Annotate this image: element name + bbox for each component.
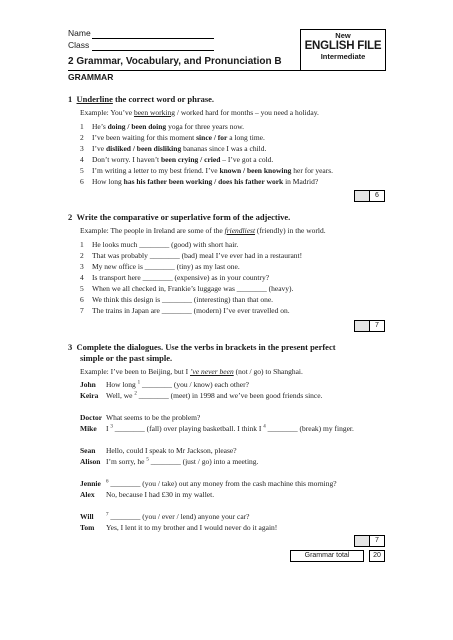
grammar-total-label: Grammar total <box>290 550 364 562</box>
speaker-name: Mike <box>80 424 97 433</box>
q2-example-pre: Example: The people in Ireland are some of the <box>80 226 225 235</box>
q3-heading-line2: simple or the past simple. <box>80 353 173 363</box>
line-pre: Yes, I lent it to my brother and I would never do it again! <box>106 523 278 532</box>
q3-heading-text1: Complete the dialogues. Use the verbs in brackets in the present perfect <box>76 342 336 352</box>
line-post: ________ (you / know) each other? <box>140 380 249 389</box>
q2-example <box>80 226 326 235</box>
item-text-pre: I’ve <box>92 144 106 153</box>
speaker-name: Alison <box>80 457 101 466</box>
line-post-2: ________ (break) my finger. <box>265 424 354 433</box>
q2-heading-text: Write the comparative or superlative form of the adjective. <box>76 212 291 222</box>
item-text-pre: He’s <box>92 122 108 131</box>
q2-item[interactable] <box>80 295 273 304</box>
gap-number: 2 <box>134 391 137 397</box>
dialogue-line[interactable] <box>80 512 250 521</box>
section-title: GRAMMAR <box>68 72 114 82</box>
line-pre: What seems to be the problem? <box>106 413 201 422</box>
dialogue-line[interactable] <box>80 413 200 422</box>
item-number: 6 <box>80 177 84 186</box>
item-text: Is transport here ________ (expensive) as in your country? <box>92 273 270 282</box>
line-post: ________ (you / ever / lend) anyone your car? <box>108 512 250 521</box>
item-number: 7 <box>80 306 84 315</box>
q1-example <box>80 108 319 117</box>
dialogue-line[interactable] <box>80 479 337 488</box>
q1-heading-underline: Underline <box>76 94 113 104</box>
line-pre: Well, we <box>106 391 135 400</box>
line-pre: I <box>106 424 111 433</box>
speaker-name: Sean <box>80 446 96 455</box>
q2-score-shade <box>354 320 370 332</box>
dialogue-line[interactable] <box>80 490 214 499</box>
q3-score-box: 7 <box>369 535 385 547</box>
speaker-name: Doctor <box>80 413 103 422</box>
item-text: When we all checked in, Frankie’s luggage was ________ (heavy). <box>92 284 294 293</box>
class-label: Class <box>68 40 90 50</box>
q1-item[interactable] <box>80 177 318 186</box>
item-text-pre: I’m writing a letter to my best friend. I’ve <box>92 166 220 175</box>
item-choice[interactable]: doing / been doing <box>107 122 167 131</box>
line-post: ________ (fall) over playing basketball. I think I <box>112 424 264 433</box>
item-number: 1 <box>80 240 84 249</box>
q2-example-post: (friendly) in the world. <box>255 226 326 235</box>
item-text: That was probably ________ (bad) meal I’ve ever had in a restaurant! <box>92 251 303 260</box>
item-text-pre: I’ve been waiting for this moment <box>92 133 197 142</box>
q1-item[interactable] <box>80 155 273 164</box>
gap-number: 5 <box>146 457 149 463</box>
line-pre: Hello, could I speak to Mr Jackson, please? <box>106 446 237 455</box>
title-rule <box>68 70 384 71</box>
item-text-post: yoga for three years now. <box>166 122 245 131</box>
speaker-name: Jennie <box>80 479 101 488</box>
item-number: 5 <box>80 284 84 293</box>
q1-heading-rest: the correct word or phrase. <box>112 94 215 104</box>
q2-item[interactable] <box>80 240 238 249</box>
speaker-name: Alex <box>80 490 95 499</box>
item-text: The trains in Japan are ________ (modern) I’ve ever travelled on. <box>92 306 290 315</box>
item-text-post: – I’ve got a cold. <box>220 155 274 164</box>
q2-example-answer: friendliest <box>224 226 256 235</box>
q2-heading <box>68 212 290 222</box>
item-text-pre: Don’t worry. I haven’t <box>92 155 162 164</box>
english-file-logo <box>300 29 386 71</box>
q3-example-post: (not / go) to Shanghai. <box>233 367 303 376</box>
gap-number: 7 <box>106 512 109 518</box>
name-label: Name <box>68 28 91 38</box>
item-text-post: a long time. <box>227 133 265 142</box>
q1-example-pre: Example: You’ve <box>80 108 134 117</box>
item-text: My new office is ________ (tiny) as my last one. <box>92 262 240 271</box>
q1-item[interactable] <box>80 133 265 142</box>
item-number: 3 <box>80 144 84 153</box>
line-post: ________ (just / go) into a meeting. <box>148 457 259 466</box>
q3-example-pre: Example: I’ve been to Beijing, but I <box>80 367 190 376</box>
class-field[interactable] <box>92 50 214 51</box>
item-text-post: her for years. <box>291 166 334 175</box>
item-text: He looks much ________ (good) with short hair. <box>92 240 239 249</box>
item-number: 1 <box>80 122 84 131</box>
item-text-post: bananas since I was a child. <box>181 144 267 153</box>
name-field[interactable] <box>92 38 214 39</box>
item-choice[interactable]: known / been knowing <box>219 166 292 175</box>
item-number: 5 <box>80 166 84 175</box>
dialogue-line[interactable] <box>80 446 237 455</box>
item-number: 4 <box>80 273 84 282</box>
dialogue-line[interactable] <box>80 523 277 532</box>
q1-example-underline: been working <box>133 108 175 117</box>
item-text-pre: How long <box>92 177 124 186</box>
line-pre: I’m sorry, he <box>106 457 147 466</box>
speaker-name: Keira <box>80 391 99 400</box>
speaker-name: Tom <box>80 523 95 532</box>
q1-score-box: 6 <box>369 190 385 202</box>
line-pre: How long <box>106 380 138 389</box>
dialogue-line[interactable] <box>80 457 258 466</box>
logo-level: Intermediate <box>320 52 366 61</box>
q1-number: 1 <box>68 94 73 104</box>
gap-number: 3 <box>110 424 113 430</box>
gap-number: 4 <box>263 424 266 430</box>
q2-score-box: 7 <box>369 320 385 332</box>
test-title: 2 Grammar, Vocabulary, and Pronunciation B <box>68 56 282 67</box>
dialogue-line[interactable] <box>80 380 249 389</box>
item-choice[interactable]: been crying / cried <box>161 155 221 164</box>
item-text: We think this design is ________ (interesting) than that one. <box>92 295 274 304</box>
line-pre: No, because I had £30 in my wallet. <box>106 490 215 499</box>
q1-heading <box>68 94 214 104</box>
speaker-name: Will <box>80 512 94 521</box>
q3-example <box>80 367 303 376</box>
q2-item[interactable] <box>80 306 290 315</box>
q2-number: 2 <box>68 212 73 222</box>
item-number: 2 <box>80 133 84 142</box>
item-number: 6 <box>80 295 84 304</box>
logo-title: ENGLISH FILE <box>304 40 382 52</box>
speaker-name: John <box>80 380 96 389</box>
q1-item[interactable] <box>80 144 266 153</box>
q3-number: 3 <box>68 342 73 352</box>
item-choice[interactable]: since / for <box>196 133 228 142</box>
q2-item[interactable] <box>80 273 269 282</box>
dialogue-line[interactable] <box>80 391 322 400</box>
grammar-total-score: 20 <box>369 550 385 562</box>
q1-item[interactable] <box>80 122 244 131</box>
q3-score-shade <box>354 535 370 547</box>
q2-item[interactable] <box>80 262 240 271</box>
dialogue-line[interactable] <box>80 424 354 433</box>
q2-item[interactable] <box>80 251 302 260</box>
line-post: ________ (meet) in 1998 and we’ve been good friends since. <box>136 391 323 400</box>
item-number: 3 <box>80 262 84 271</box>
item-choice[interactable]: has his father been working / does his father work <box>123 177 284 186</box>
item-choice[interactable]: disliked / been disliking <box>105 144 182 153</box>
item-number: 2 <box>80 251 84 260</box>
q1-score-shade <box>354 190 370 202</box>
q3-example-answer: ’ve never been <box>189 367 234 376</box>
gap-number: 1 <box>137 380 141 386</box>
q2-item[interactable] <box>80 284 293 293</box>
q1-example-post: / worked hard for months – you need a holiday. <box>175 108 319 117</box>
q3-heading-line1 <box>68 342 336 352</box>
q1-item[interactable] <box>80 166 333 175</box>
item-text-post: in Madrid? <box>283 177 319 186</box>
gap-number: 6 <box>106 479 109 485</box>
item-number: 4 <box>80 155 84 164</box>
line-post: ________ (you / take) out any money from the cash machine this morning? <box>108 479 337 488</box>
logo-new: New <box>335 31 351 40</box>
